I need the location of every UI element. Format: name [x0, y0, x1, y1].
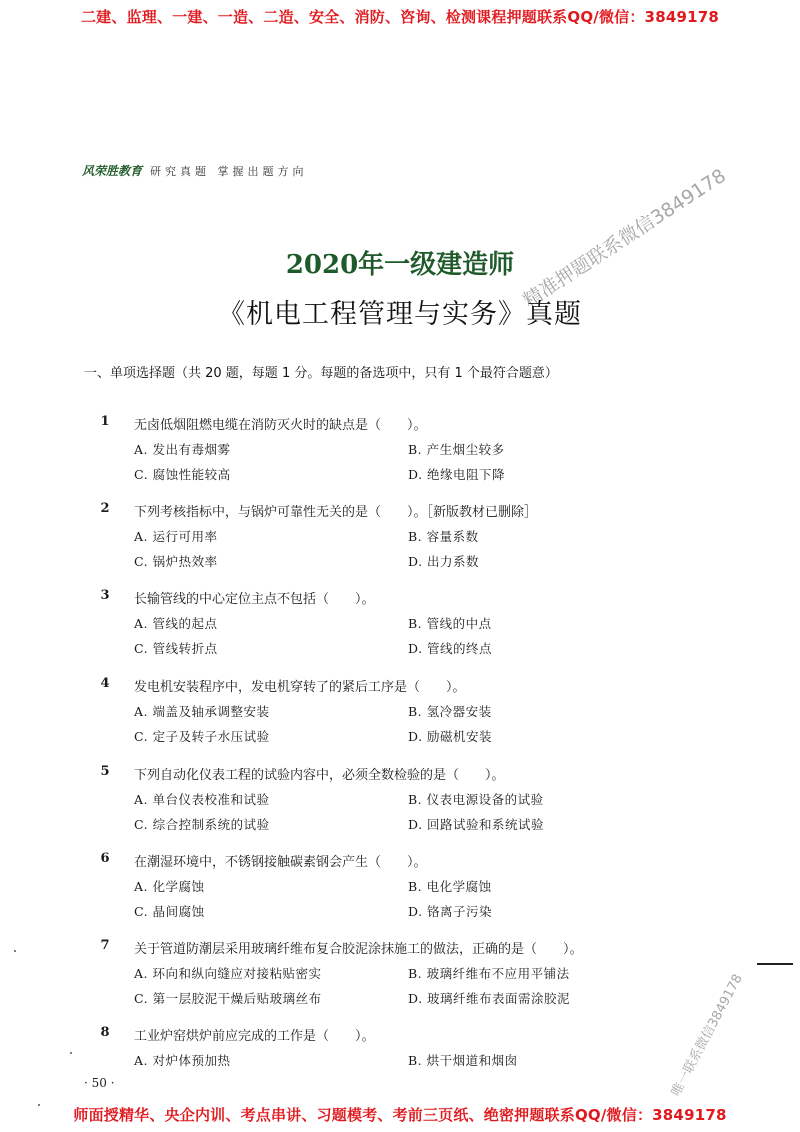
option-b: B. 仪表电源设备的试验 — [408, 792, 544, 807]
brand-slogan: 研究真题 掌握出题方向 — [150, 164, 308, 178]
exam-title: 2020年一级建造师 — [285, 250, 515, 280]
question-stem: 无卤低烟阻燃电缆在消防灭火时的缺点是（ ）。 — [134, 418, 427, 433]
question-stem: 下列自动化仪表工程的试验内容中，必须全数检验的是（ ）。 — [134, 768, 505, 783]
option-d: D. 回路试验和系统试验 — [408, 817, 545, 832]
top-contact-banner: 二建、监理、一建、一造、二造、安全、消防、咨询、检测课程押题联系QQ/微信：3849178 — [80, 8, 720, 26]
scan-speck — [14, 950, 16, 952]
option-b: B. 管线的中点 — [408, 616, 492, 631]
question-stem: 在潮湿环境中，不锈钢接触碳素钢会产生（ ）。 — [134, 855, 427, 870]
question-number: 1 — [100, 414, 110, 429]
option-b: B. 烘干烟道和烟囱 — [408, 1053, 518, 1068]
option-a: A. 对炉体预加热 — [134, 1053, 231, 1068]
question-stem: 关于管道防潮层采用玻璃纤维布复合胶泥涂抹施工的做法，正确的是（ ）。 — [134, 942, 583, 957]
option-c: C. 综合控制系统的试验 — [134, 817, 270, 832]
section-heading: 一、单项选择题（共 20 题，每题 1 分。每题的备选项中，只有 1 个最符合题意） — [84, 366, 558, 381]
margin-mark — [757, 963, 793, 965]
option-c: C. 锅炉热效率 — [134, 554, 218, 569]
option-a: A. 环向和纵向缝应对接粘贴密实 — [134, 966, 322, 981]
question-number: 6 — [100, 851, 110, 866]
question-number: 2 — [100, 501, 110, 516]
option-b: B. 玻璃纤维布不应用平铺法 — [408, 966, 570, 981]
option-d: D. 玻璃纤维布表面需涂胶泥 — [408, 991, 571, 1006]
question-stem: 长输管线的中心定位主点不包括（ ）。 — [134, 592, 375, 607]
option-a: A. 端盖及轴承调整安装 — [134, 704, 270, 719]
question-number: 3 — [100, 588, 110, 603]
option-c: C. 腐蚀性能较高 — [134, 467, 231, 482]
question-number: 5 — [100, 764, 110, 779]
question-stem: 下列考核指标中，与锅炉可靠性无关的是（ ）。［新版教材已删除］ — [134, 505, 538, 520]
option-a: A. 化学腐蚀 — [134, 879, 205, 894]
option-b: B. 氢冷器安装 — [408, 704, 492, 719]
option-a: A. 运行可用率 — [134, 529, 218, 544]
option-c: C. 晶间腐蚀 — [134, 904, 205, 919]
exam-subtitle: 《机电工程管理与实务》真题 — [218, 299, 582, 330]
brand-header — [82, 162, 308, 179]
option-a: A. 管线的起点 — [134, 616, 218, 631]
option-a: A. 单台仪表校准和试验 — [134, 792, 270, 807]
option-c: C. 定子及转子水压试验 — [134, 729, 270, 744]
brand-logo: 风荣胜教育 — [82, 164, 143, 178]
scan-speck — [70, 1052, 72, 1054]
option-b: B. 电化学腐蚀 — [408, 879, 492, 894]
question-stem: 工业炉窑烘炉前应完成的工作是（ ）。 — [134, 1029, 375, 1044]
watermark-side: 唯一联系微信3849178 — [668, 971, 746, 1099]
question-stem: 发电机安装程序中，发电机穿转了的紧后工序是（ ）。 — [134, 680, 466, 695]
question-number: 8 — [100, 1025, 110, 1040]
option-d: D. 绝缘电阻下降 — [408, 467, 506, 482]
option-c: C. 管线转折点 — [134, 641, 218, 656]
option-c: C. 第一层胶泥干燥后贴玻璃丝布 — [134, 991, 322, 1006]
question-number: 4 — [100, 676, 110, 691]
question-number: 7 — [100, 938, 110, 953]
option-d: D. 励磁机安装 — [408, 729, 493, 744]
option-b: B. 容量系数 — [408, 529, 479, 544]
watermark-main: 精准押题联系微信3849178 — [519, 164, 730, 313]
option-d: D. 出力系数 — [408, 554, 480, 569]
bottom-contact-banner: 师面授精华、央企内训、考点串讲、习题模考、考前三页纸、绝密押题联系QQ/微信：3849178 — [73, 1106, 727, 1124]
option-a: A. 发出有毒烟雾 — [134, 442, 231, 457]
page-number: · 50 · — [84, 1076, 115, 1090]
option-d: D. 铬离子污染 — [408, 904, 493, 919]
option-b: B. 产生烟尘较多 — [408, 442, 505, 457]
option-d: D. 管线的终点 — [408, 641, 493, 656]
